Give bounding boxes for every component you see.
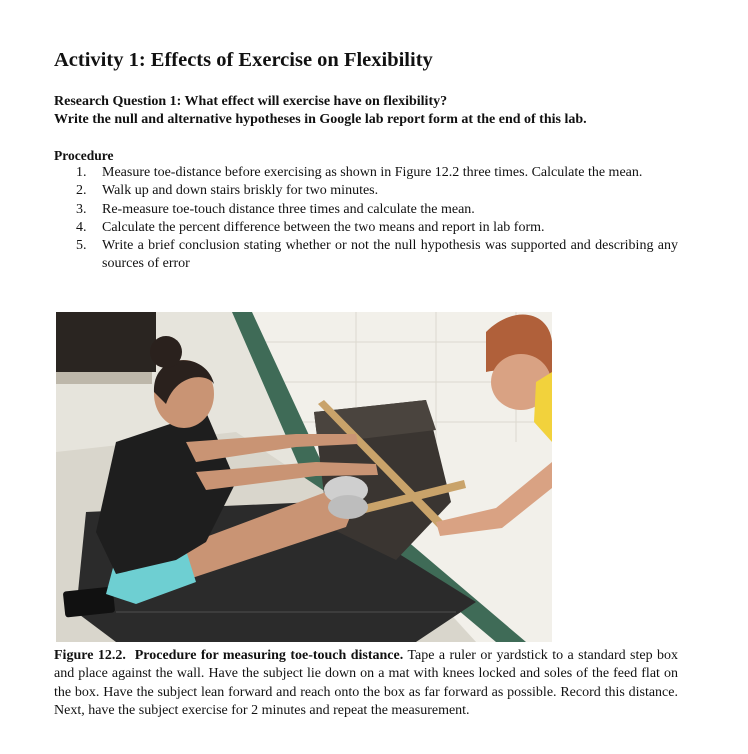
- procedure-step: [54, 182, 678, 200]
- step-number: 2.: [76, 183, 87, 199]
- page-title: Activity 1: Effects of Exercise on Flexibility: [54, 49, 433, 71]
- step-text: Measure toe-distance before exercising as shown in Figure 12.2 three times. Calculate the mean.: [102, 165, 643, 180]
- figure-description: Tape a ruler or yardstick to a standard step box and place against the wall. Have the subject lie down on a mat with knees locked and soles of the feed flat on the box. Have the subject lean forward and reach onto the box as far forward as possible. Record this distance. Next, have the subject exercise for 2 minutes and repeat the measurement.: [54, 648, 679, 718]
- desk: [56, 312, 156, 372]
- research-question-block: [54, 93, 694, 129]
- step-number: 3.: [76, 201, 87, 217]
- hypothesis-instruction: Write the null and alternative hypotheses in Google lab report form at the end of this lab.: [54, 112, 587, 127]
- figure-photo: [56, 312, 552, 642]
- procedure-step: [54, 164, 678, 182]
- step-text: Write a brief conclusion stating whether or not the null hypothesis was supported and describing any sources of error: [102, 238, 678, 272]
- procedure-step: [54, 237, 678, 274]
- figure-label: Figure 12.2.: [54, 648, 126, 663]
- step-number: 4.: [76, 219, 87, 235]
- step-number: 1.: [76, 165, 87, 180]
- step-number: 5.: [76, 238, 87, 254]
- figure-caption: [54, 647, 678, 720]
- research-question: Research Question 1: What effect will exercise have on flexibility?: [54, 94, 448, 109]
- procedure-steps: [54, 164, 678, 274]
- step-text: Re-measure toe-touch distance three times and calculate the mean.: [102, 201, 475, 217]
- procedure-step: [54, 219, 678, 237]
- procedure-heading: Procedure: [54, 148, 114, 163]
- procedure-step: [54, 201, 678, 219]
- step-text: Calculate the percent difference between the two means and report in lab form.: [102, 219, 545, 235]
- step-text: Walk up and down stairs briskly for two minutes.: [102, 183, 379, 199]
- figure-title: Procedure for measuring toe-touch distance.: [134, 648, 404, 663]
